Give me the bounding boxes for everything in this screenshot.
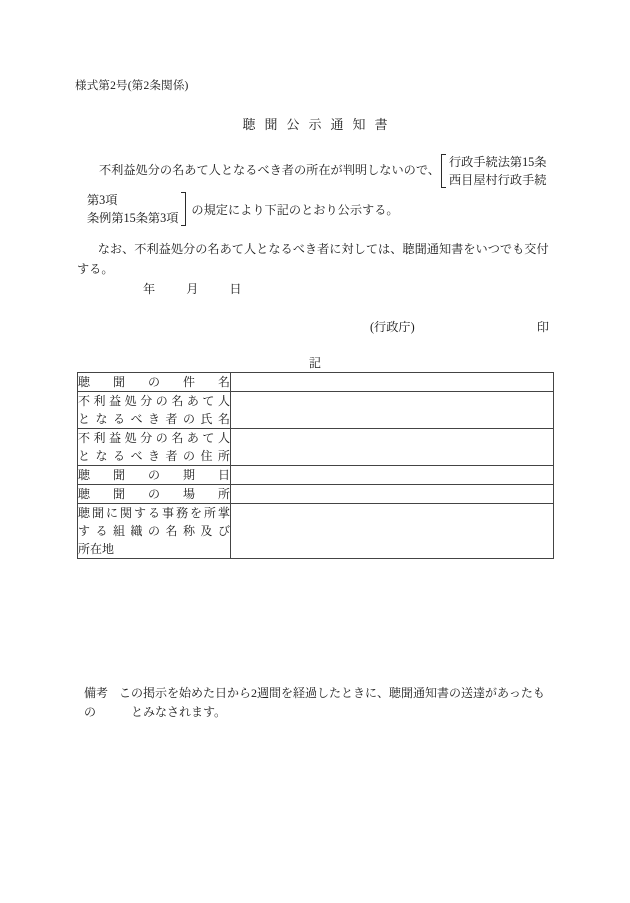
remarks-line-1: この掲示を始めた日から2週間を経過したときに、聴聞通知書の送達があったもの: [84, 686, 545, 719]
label-line: となるべき者の住所: [78, 449, 230, 463]
remarks-label: 備考: [84, 686, 109, 700]
paragraph-one-tail: の規定により下記のとおり公示する。: [191, 202, 399, 217]
law-line-2: 西目屋村行政手続: [448, 173, 547, 187]
paragraph-one-lead: 不利益処分の名あて人となるべき者の所在が判明しないので、: [98, 162, 440, 177]
row-label-name: [78, 392, 231, 429]
date-line: [143, 280, 243, 297]
agency-label: (行政庁): [370, 320, 415, 334]
row-value-date[interactable]: [231, 466, 554, 485]
bracket-right-icon: [181, 191, 186, 227]
ki-marker: 記: [308, 356, 322, 370]
table-body: [78, 373, 554, 559]
paragraph-two: なお、不利益処分の名あて人となるべき者に対しては、聴聞通知書をいつでも交付する。: [77, 242, 549, 276]
law-bracket-upper-lines: [446, 153, 550, 189]
label-line: 不利益処分の名あて人: [78, 431, 230, 445]
label-line: する組織の名称及び: [78, 524, 230, 538]
label-line: 聴聞の場所: [78, 487, 230, 501]
law-bracket-lower: [84, 191, 186, 227]
table-row: [78, 429, 554, 466]
date-day-label: 日: [229, 282, 243, 296]
table-row: [78, 466, 554, 485]
label-line: 聴聞の件名: [78, 375, 230, 389]
remarks-note: [84, 684, 554, 722]
paragraph-one: [77, 153, 553, 189]
label-line: となるべき者の氏名: [78, 412, 230, 426]
date-month-label: 月: [186, 282, 200, 296]
seal-label: 印: [536, 320, 549, 334]
row-label-date: [78, 466, 231, 485]
row-value-subject[interactable]: [231, 373, 554, 392]
row-label-organization: [78, 504, 231, 559]
law-bracket-lower-lines: [84, 191, 181, 227]
date-year-label: 年: [143, 282, 157, 296]
page-title: 聴聞公示通知書: [242, 117, 397, 132]
row-value-name[interactable]: [231, 392, 554, 429]
table-row: [78, 373, 554, 392]
label-line: 聴聞の期日: [78, 468, 230, 482]
form-number: 様式第2号(第2条関係): [75, 80, 189, 92]
label-line: 所在地: [78, 542, 115, 556]
row-label-place: [78, 485, 231, 504]
law-bracket-upper: [441, 153, 550, 189]
remarks-line-2: とみなされます。: [131, 705, 227, 719]
hearing-details-table: [77, 372, 554, 559]
row-value-place[interactable]: [231, 485, 554, 504]
clause-row: [83, 191, 399, 227]
label-line: 不利益処分の名あて人: [78, 394, 230, 408]
bracket-left-icon: [441, 153, 446, 189]
table-row: [78, 504, 554, 559]
clause-line-2: 条例第15条第3項: [87, 211, 179, 225]
signature-line: [370, 318, 549, 335]
table-row: [78, 485, 554, 504]
row-value-address[interactable]: [231, 429, 554, 466]
law-line-1: 行政手続法第15条: [448, 155, 547, 169]
row-value-organization[interactable]: [231, 504, 554, 559]
table-row: [78, 392, 554, 429]
row-label-address: [78, 429, 231, 466]
row-label-subject: [78, 373, 231, 392]
clause-line-1: 第3項: [87, 193, 118, 207]
label-line: 聴聞に関する事務を所掌: [78, 506, 230, 520]
